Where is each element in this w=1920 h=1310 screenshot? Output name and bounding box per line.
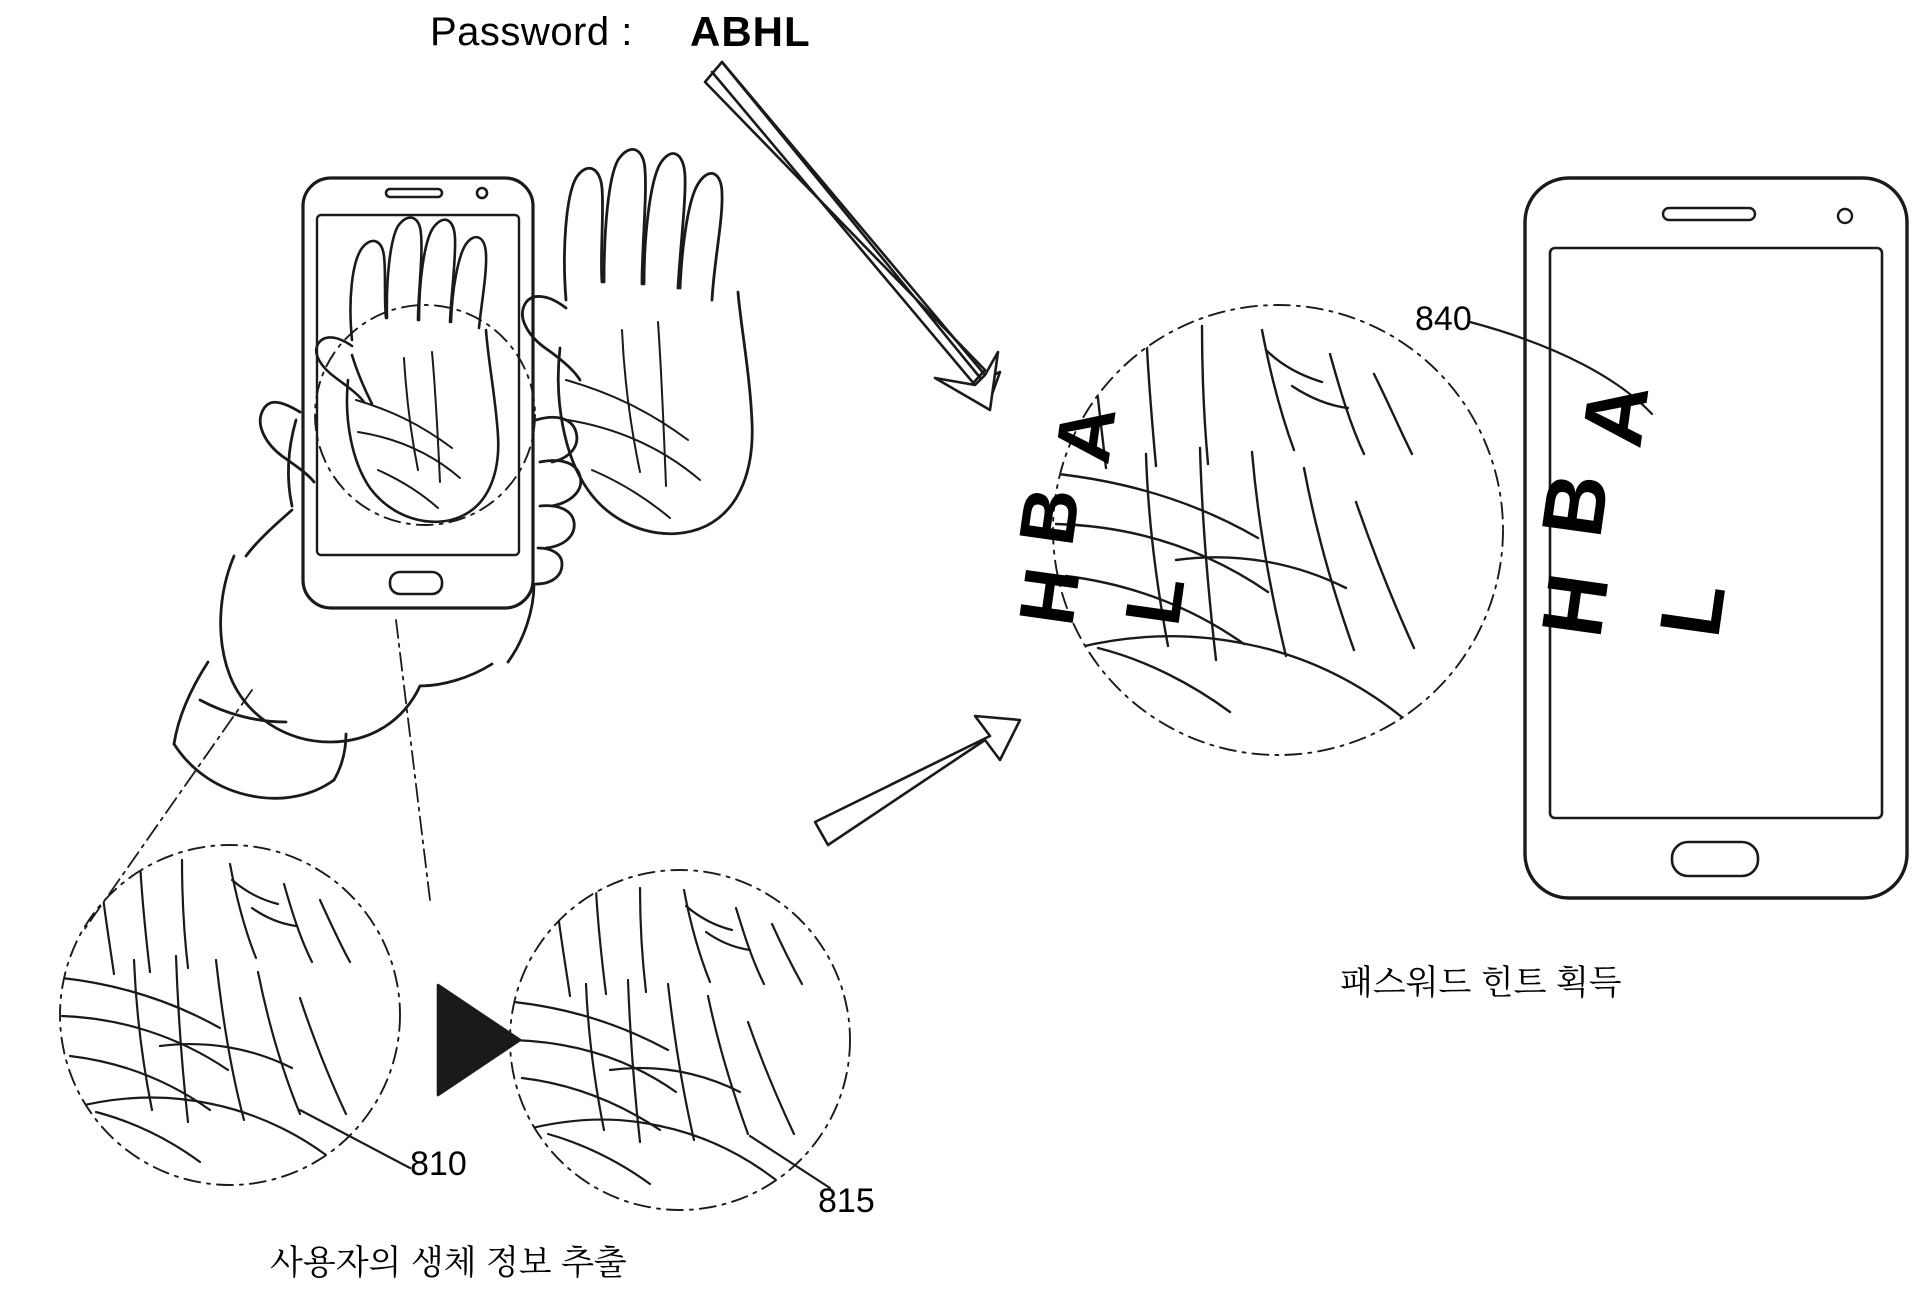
- phone-letter-overlay: [1524, 378, 1744, 643]
- phone-letter-B: B: [1523, 467, 1628, 543]
- ref-number-840: 840: [1415, 300, 1472, 338]
- password-label: Password :: [430, 10, 633, 54]
- arrow-password-to-palm: [705, 62, 1000, 410]
- hand-holding-phone: [174, 178, 581, 798]
- caption-acquire-hint: 패스워드 힌트 획득: [1340, 964, 1622, 1002]
- phone-letter-H: H: [1523, 567, 1628, 643]
- palm-letter-H: H: [1001, 562, 1097, 631]
- phone-letter-L: L: [1641, 577, 1745, 643]
- palm-image-810: [60, 845, 410, 1185]
- palm-image-with-letters: [1053, 305, 1503, 755]
- process-triangle: [438, 985, 520, 1095]
- palm-letter-L: L: [1107, 570, 1202, 631]
- palm-letter-A: A: [1037, 400, 1133, 469]
- arrow-palm-to-bighand: [815, 716, 1020, 845]
- ref-number-810: 810: [410, 1145, 467, 1183]
- palm-letter-B: B: [1001, 482, 1097, 551]
- palm-letter-overlay: [1002, 400, 1202, 630]
- phone-letter-A: A: [1563, 377, 1668, 453]
- ref-number-815: 815: [818, 1182, 875, 1220]
- palm-image-815: [510, 870, 850, 1210]
- projection-lines: [84, 620, 430, 930]
- password-value: ABHL: [690, 8, 811, 55]
- caption-extract-biometric: 사용자의 생체 정보 추출: [270, 1244, 627, 1282]
- open-hand-illustration: [522, 149, 752, 533]
